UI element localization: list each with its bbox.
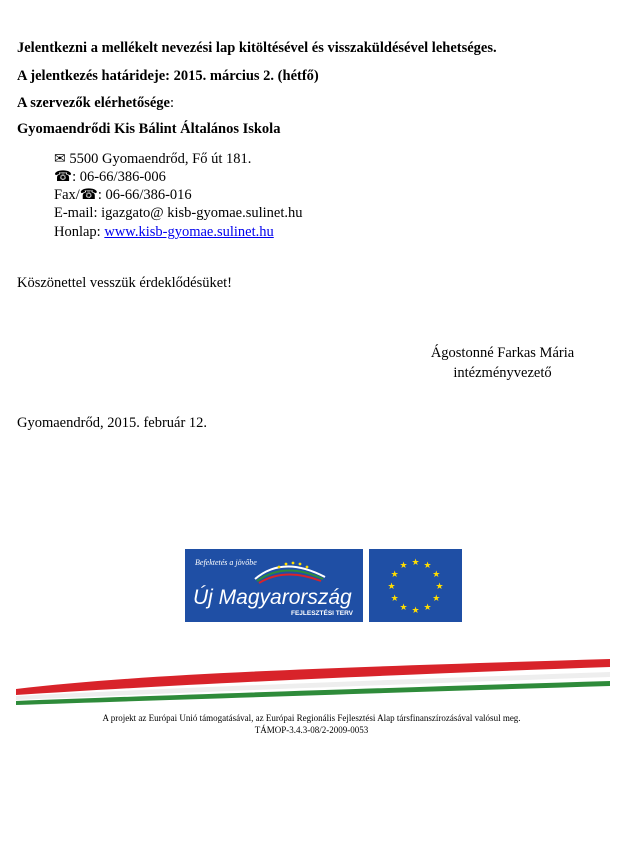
footer-project-id: TÁMOP-3.4.3-08/2-2009-0053: [254, 725, 369, 735]
svg-text:★: ★: [423, 602, 432, 613]
phone-line: ☎: 06-66/386-006: [54, 169, 166, 185]
svg-text:★: ★: [390, 570, 399, 580]
deadline: A jelentkezés határideje: 2015. március 2. (hétfő): [17, 68, 319, 84]
address-line: ✉ 5500 Gyomaendrőd, Fő út 181.: [54, 151, 252, 167]
svg-text:★: ★: [435, 582, 444, 592]
eu-flag: [369, 549, 462, 622]
website-line: Honlap: www.kisb-gyomae.sulinet.hu: [54, 224, 274, 240]
logo-graphic: [185, 549, 363, 622]
svg-text:★: ★: [399, 561, 408, 572]
logo-sub-text: FEJLESZTÉSI TERV: [291, 610, 354, 617]
svg-text:★: ★: [423, 561, 432, 572]
organizers-heading: A szervezők elérhetősége:: [17, 95, 175, 111]
fax-line: Fax/☎: 06-66/386-016: [54, 187, 192, 203]
logo-tagline: Befektetés a jövőbe: [195, 558, 257, 567]
svg-text:★: ★: [387, 582, 396, 592]
svg-text:★: ★: [432, 570, 441, 580]
flag-swoosh: [0, 655, 623, 710]
svg-text:★: ★: [390, 594, 399, 604]
email-line: E-mail: igazgato@ kisb-gyomae.sulinet.hu: [54, 205, 303, 221]
svg-text:★: ★: [411, 558, 420, 568]
date-line: Gyomaendrőd, 2015. február 12.: [17, 415, 208, 431]
signer-title: intézményvezető: [453, 365, 552, 381]
footer-funding-text: A projekt az Európai Unió támogatásával, az Európai Regionális Fejlesztési Alap társfinanszírozásával valósul meg.: [102, 713, 521, 723]
svg-text:★: ★: [399, 602, 408, 613]
signer-name: Ágostonné Farkas Mária: [430, 345, 575, 361]
school-name: Gyomaendrődi Kis Bálint Általános Iskola: [17, 121, 281, 137]
envelope-icon: ✉: [54, 152, 66, 167]
phone-icon: ☎: [79, 187, 98, 203]
registration-info: Jelentkezni a mellékelt nevezési lap kitöltésével és visszaküldésével lehetséges.: [17, 40, 497, 56]
website-link[interactable]: www.kisb-gyomae.sulinet.hu: [104, 224, 274, 240]
svg-text:★: ★: [411, 606, 420, 616]
new-hungary-logo: [185, 549, 363, 622]
phone-icon: ☎: [54, 169, 73, 185]
svg-text:★: ★: [432, 594, 441, 604]
eu-stars: [369, 549, 462, 622]
thanks-text: Köszönettel vesszük érdeklődésüket!: [17, 275, 233, 291]
logo-main-text: Új Magyarország: [193, 586, 352, 609]
